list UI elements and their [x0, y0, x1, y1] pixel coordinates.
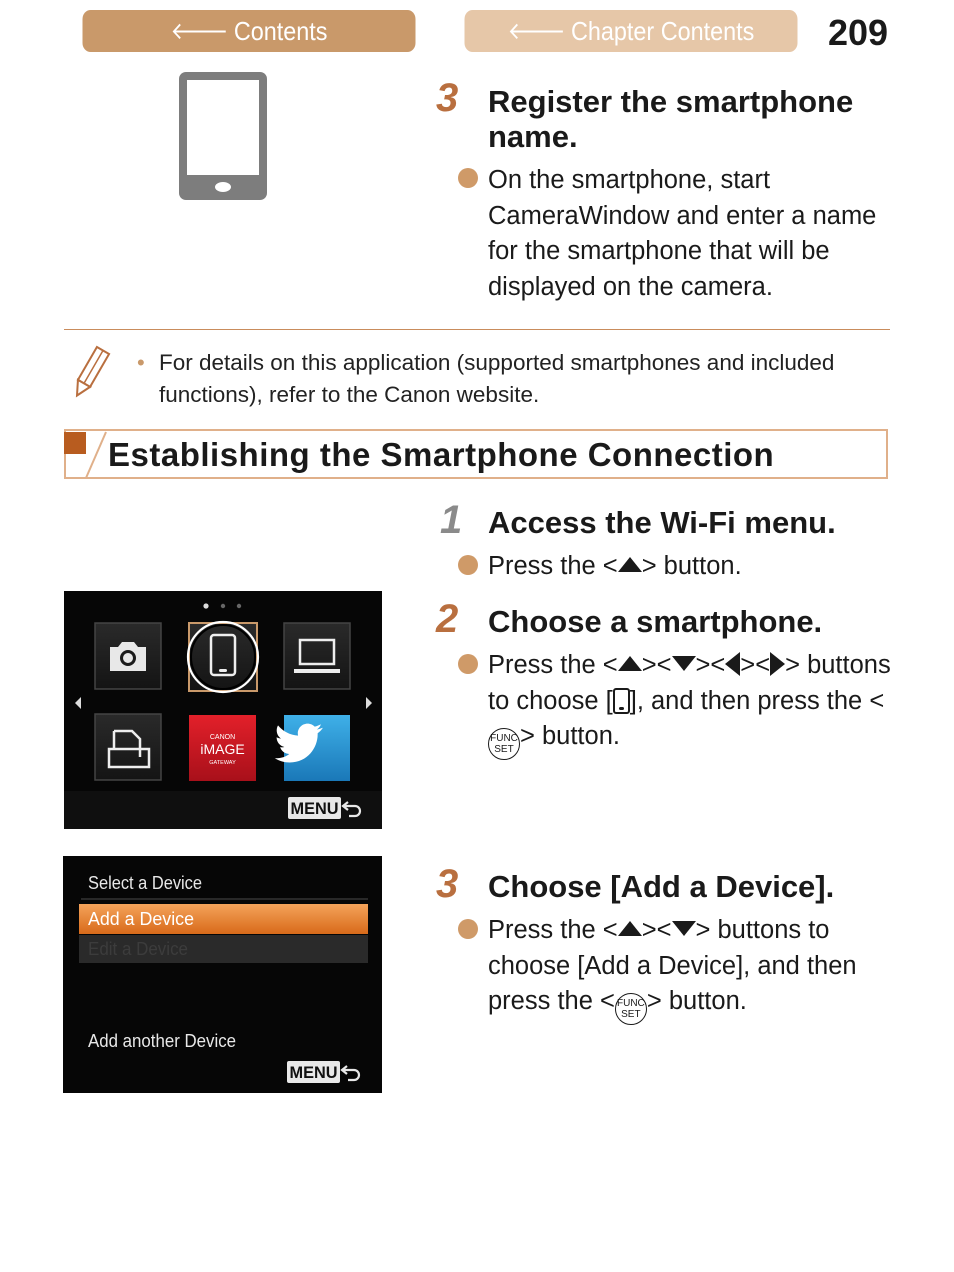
down-arrow-icon	[672, 656, 696, 671]
chapter-contents-label: Chapter Contents	[570, 15, 755, 46]
left-arrow-icon	[725, 652, 740, 676]
add-another-device-label: Add another Device	[88, 1031, 236, 1051]
step-title: Access the Wi-Fi menu.	[488, 505, 836, 540]
canon-image-gateway-tile	[189, 715, 256, 781]
step-body: On the smartphone, start CameraWindow and enter a name for the smartphone that will be displayed on the camera.	[488, 166, 877, 301]
func-set-icon: FUNC SET	[615, 993, 647, 1025]
svg-text:MENU: MENU	[290, 799, 339, 818]
smartphone-icon	[613, 688, 630, 714]
up-arrow-icon	[618, 921, 642, 936]
bullet-icon	[458, 654, 478, 674]
step-title: Register the smartphone name.	[488, 84, 854, 154]
right-arrow-icon	[770, 652, 785, 676]
svg-text:Add a Device: Add a Device	[88, 909, 194, 929]
printer-tile	[95, 714, 161, 780]
step-title: Choose a smartphone.	[488, 604, 823, 639]
svg-text:MENU: MENU	[289, 1063, 338, 1082]
note-bullet: •	[137, 350, 145, 375]
left-arrow-icon	[75, 697, 81, 709]
page-number: 209	[828, 12, 889, 53]
screen-header: Select a Device	[88, 873, 202, 893]
svg-text:GATEWAY: GATEWAY	[209, 760, 236, 766]
bullet-icon	[458, 555, 478, 575]
svg-text:iMAGE: iMAGE	[200, 741, 245, 757]
contents-button[interactable]	[83, 10, 416, 52]
right-arrow-icon	[366, 697, 372, 709]
step-number: 3	[436, 862, 459, 906]
svg-text:CANON: CANON	[209, 734, 236, 741]
note-text: For details on this application (supported smartphones and included functions), refer to the Canon website.	[159, 350, 835, 407]
computer-tile	[284, 623, 350, 689]
bullet-icon	[458, 919, 478, 939]
step-body: Press the < >< >< >< > buttons to choose [ ], and then press the <FUNC SET > button.	[488, 648, 893, 760]
bullet-icon	[458, 168, 478, 188]
camera-tile	[95, 623, 161, 689]
func-set-icon: FUNC SET	[488, 728, 520, 760]
smartphone-icon	[177, 70, 269, 202]
wifi-menu-screenshot	[64, 591, 382, 829]
select-device-screenshot	[63, 856, 382, 1093]
contents-label: Contents	[233, 15, 328, 46]
step-body: Press the < > button.	[488, 552, 742, 580]
twitter-tile	[275, 715, 350, 781]
step-body: Press the < >< > buttons to choose [Add a Device], and then press the < FUNC SET > button.	[488, 913, 883, 1025]
step-number: 1	[440, 498, 463, 542]
section-marker-icon	[64, 432, 86, 454]
arrow-left-icon: 🡐	[507, 18, 566, 45]
svg-text:Edit a Device: Edit a Device	[88, 939, 188, 959]
step-number: 2	[436, 597, 459, 641]
pencil-icon	[68, 345, 112, 401]
divider	[64, 329, 890, 330]
step-title: Choose [Add a Device].	[488, 869, 835, 904]
section-slash	[84, 430, 108, 480]
up-arrow-icon	[618, 557, 642, 572]
section-title: Establishing the Smartphone Connection	[108, 436, 775, 473]
smartphone-tile	[188, 622, 258, 692]
arrow-left-icon: 🡐	[170, 18, 229, 45]
page-dots	[203, 603, 241, 608]
chapter-contents-button[interactable]	[465, 10, 798, 52]
down-arrow-icon	[672, 921, 696, 936]
up-arrow-icon	[618, 656, 642, 671]
menu-back-icon	[287, 1061, 359, 1083]
step-number: 3	[436, 76, 459, 120]
